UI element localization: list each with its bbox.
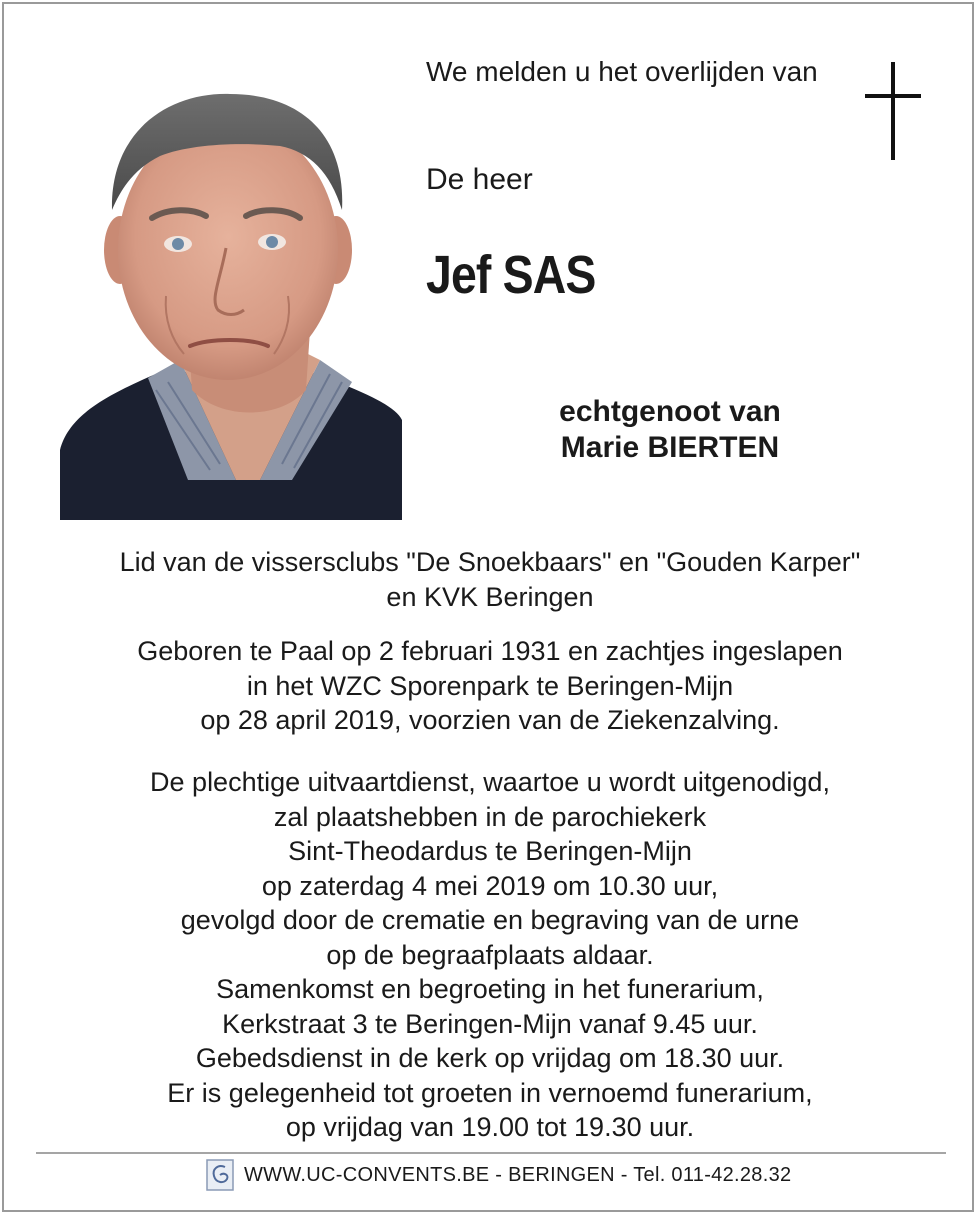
ceremony-line: op zaterdag 4 mei 2019 om 10.30 uur, xyxy=(261,870,719,901)
membership-paragraph xyxy=(40,545,940,614)
ceremony-paragraph xyxy=(40,765,940,1145)
birth-death-line: in het WZC Sporenpark te Beringen-Mijn xyxy=(246,670,734,701)
ceremony-line: op de begraafplaats aldaar. xyxy=(326,939,654,970)
birth-death-line: Geboren te Paal op 2 februari 1931 en zachtjes ingeslapen xyxy=(137,636,843,666)
membership-line: en KVK Beringen xyxy=(386,581,594,612)
birth-death-line: op 28 april 2019, voorzien van de Ziekenzalving. xyxy=(200,705,780,735)
ceremony-line: Sint-Theodardus te Beringen-Mijn xyxy=(288,836,692,866)
ceremony-line: gevolgd door de crematie en begraving van de urne xyxy=(180,905,800,935)
membership-line: Lid van de vissersclubs "De Snoekbaars" en "Gouden Karper" xyxy=(119,547,861,577)
ceremony-line: De plechtige uitvaartdienst, waartoe u wordt uitgenodigd, xyxy=(150,767,830,797)
ceremony-line: Kerkstraat 3 te Beringen-Mijn vanaf 9.45 uur. xyxy=(222,1008,758,1039)
ceremony-line: Gebedsdienst in de kerk op vrijdag om 18.30 uur. xyxy=(195,1043,785,1073)
spouse-name: Marie BIERTEN xyxy=(560,431,780,464)
ceremony-line: zal plaatshebben in de parochiekerk xyxy=(273,801,707,832)
birth-death-paragraph xyxy=(40,634,940,738)
portrait-photo xyxy=(60,60,402,520)
footer-contact[interactable]: WWW.UC-CONVENTS.BE - BERINGEN - Tel. 011-42.28.32 xyxy=(244,1163,792,1186)
footer-divider xyxy=(36,1152,946,1154)
death-announcement-intro: We melden u het overlijden van xyxy=(426,56,818,87)
ceremony-line: Samenkomst en begroeting in het funerarium, xyxy=(216,974,764,1004)
honorific-title: De heer xyxy=(426,163,533,196)
portrait-illustration xyxy=(60,60,402,520)
spouse-block xyxy=(480,394,860,466)
spouse-label: echtgenoot van xyxy=(559,395,781,428)
cross-icon xyxy=(862,62,924,160)
funeral-home-logo-icon xyxy=(206,1159,234,1191)
ceremony-line: op vrijdag van 19.00 tot 19.30 uur. xyxy=(285,1112,695,1142)
ceremony-line: Er is gelegenheid tot groeten in vernoemd funerarium, xyxy=(167,1077,813,1108)
footer xyxy=(206,1158,791,1192)
deceased-name: Jef SAS xyxy=(426,245,596,305)
